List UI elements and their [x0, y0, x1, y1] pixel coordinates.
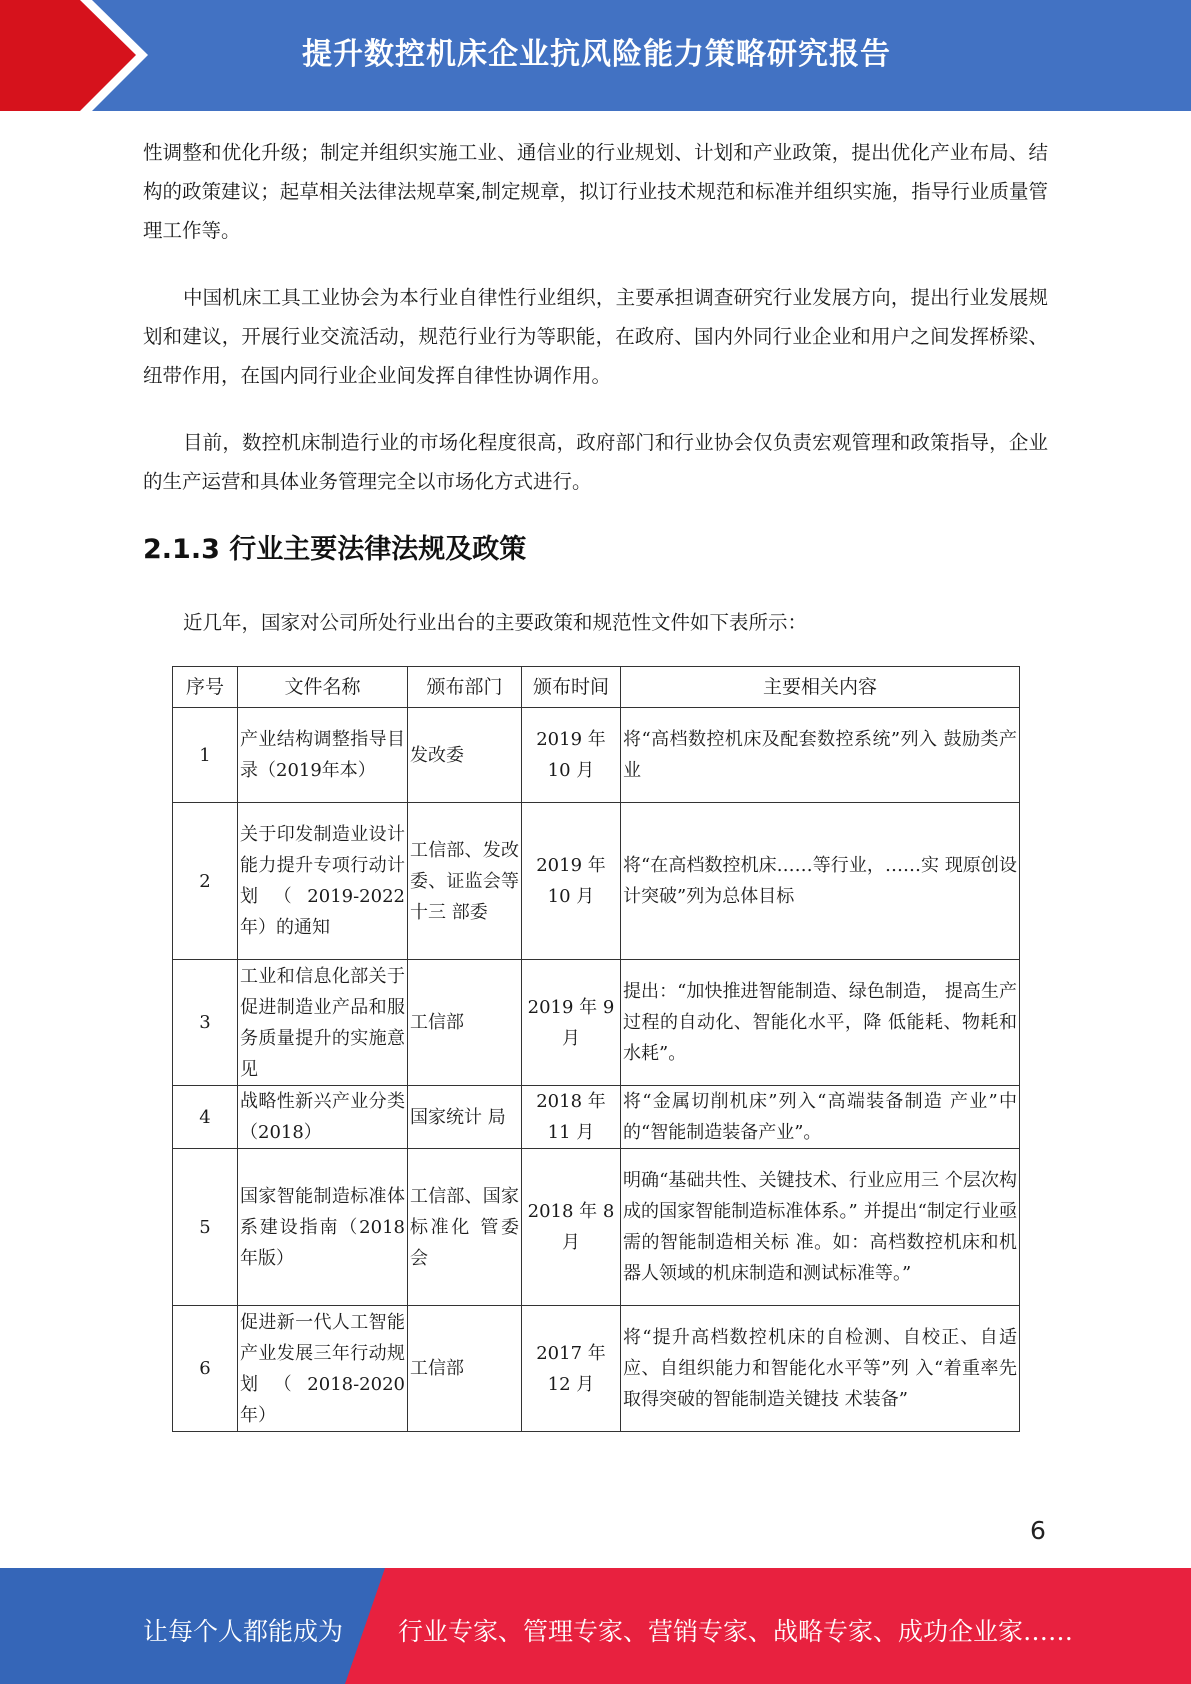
issue-date: 2018 年 11 月	[522, 1086, 621, 1149]
main-content: 将“提升高档数控机床的自检测、自校正、自适应、自组织能力和智能化水平等”列 入“着重率先取得突破的智能制造关键技 术装备”	[621, 1306, 1020, 1432]
document-name: 国家智能制造标准体系建设指南（2018 年版）	[238, 1149, 408, 1306]
row-number: 5	[173, 1149, 238, 1306]
paragraph-3: 目前，数控机床制造行业的市场化程度很高，政府部门和行业协会仅负责宏观管理和政策指导，企业的生产运营和具体业务管理完全以市场化方式进行。	[143, 431, 1048, 493]
column-header-no: 序号	[173, 667, 238, 708]
paragraph-2: 中国机床工具工业协会为本行业自律性行业组织，主要承担调查研究行业发展方向，提出行业发展规划和建议，开展行业交流活动，规范行业行为等职能，在政府、国内外同行业企业和用户之间发挥桥梁、纽带作用，在国内同行业企业间发挥自律性协调作用。	[143, 286, 1048, 387]
column-header-content: 主要相关内容	[621, 667, 1020, 708]
header-arrow-graphic	[0, 0, 160, 111]
policy-table	[172, 666, 1020, 1432]
row-number: 6	[173, 1306, 238, 1432]
issue-date: 2017 年 12 月	[522, 1306, 621, 1432]
issuing-department: 工信部、国家标准化 管委会	[408, 1149, 522, 1306]
issue-date: 2019 年 10 月	[522, 803, 621, 960]
report-title: 提升数控机床企业抗风险能力策略研究报告	[302, 37, 891, 72]
main-content: 将“高档数控机床及配套数控系统”列入 鼓励类产业	[621, 708, 1020, 803]
issuing-department: 国家统计 局	[408, 1086, 522, 1149]
document-name: 关于印发制造业设计能力提升专项行动计划（2019-2022 年）的通知	[238, 803, 408, 960]
issuing-department: 发改委	[408, 708, 522, 803]
page-header	[0, 0, 1191, 111]
main-content: 将“金属切削机床”列入“高端装备制造 产业”中的“智能制造装备产业”。	[621, 1086, 1020, 1149]
column-header-name: 文件名称	[238, 667, 408, 708]
document-name: 产业结构调整指导目录（2019年本）	[238, 708, 408, 803]
main-content: 提出：“加快推进智能制造、绿色制造， 提高生产过程的自动化、智能化水平，降 低能耗、物耗和水耗”。	[621, 960, 1020, 1086]
table-header-row	[173, 667, 1020, 708]
document-name: 促进新一代人工智能产业发展三年行动规划（2018-2020 年）	[238, 1306, 408, 1432]
main-content: 将“在高档数控机床……等行业，……实 现原创设计突破”列为总体目标	[621, 803, 1020, 960]
footer-slogan-left: 让每个人都能成为	[143, 1617, 344, 1646]
footer-slogan-right: 行业专家、管理专家、营销专家、战略专家、成功企业家……	[398, 1617, 1074, 1646]
table-row	[173, 708, 1020, 803]
main-content: 明确“基础共性、关键技术、行业应用三 个层次构成的国家智能制造标准体系。” 并提出“制定行业亟需的智能制造相关标 准。如：高档数控机床和机器人领域的机床制造和测试标准等。”	[621, 1149, 1020, 1306]
table-row	[173, 1086, 1020, 1149]
issuing-department: 工信部	[408, 960, 522, 1086]
issuing-department: 工信部、发改委、证监会等十三 部委	[408, 803, 522, 960]
page-footer	[0, 1568, 1191, 1684]
page-number: 6	[1030, 1516, 1046, 1545]
table-row	[173, 1306, 1020, 1432]
row-number: 4	[173, 1086, 238, 1149]
issue-date: 2019 年 9 月	[522, 960, 621, 1086]
paragraph-1: 性调整和优化升级；制定并组织实施工业、通信业的行业规划、计划和产业政策，提出优化产业布局、结构的政策建议；起草相关法律法规草案,制定规章，拟订行业技术规范和标准并组织实施，指导行业质量管理工作等。	[143, 141, 1048, 242]
document-name: 战略性新兴产业分类（2018）	[238, 1086, 408, 1149]
issuing-department: 工信部	[408, 1306, 522, 1432]
table-row	[173, 803, 1020, 960]
table-intro: 近几年，国家对公司所处行业出台的主要政策和规范性文件如下表所示：	[183, 611, 808, 634]
issue-date: 2019 年 10 月	[522, 708, 621, 803]
table-row	[173, 1149, 1020, 1306]
section-heading: 2.1.3 行业主要法律法规及政策	[143, 534, 527, 565]
issue-date: 2018 年 8 月	[522, 1149, 621, 1306]
row-number: 3	[173, 960, 238, 1086]
column-header-date: 颁布时间	[522, 667, 621, 708]
document-name: 工业和信息化部关于促进制造业产品和服务质量提升的实施意见	[238, 960, 408, 1086]
table-row	[173, 960, 1020, 1086]
column-header-dept: 颁布部门	[408, 667, 522, 708]
row-number: 1	[173, 708, 238, 803]
row-number: 2	[173, 803, 238, 960]
